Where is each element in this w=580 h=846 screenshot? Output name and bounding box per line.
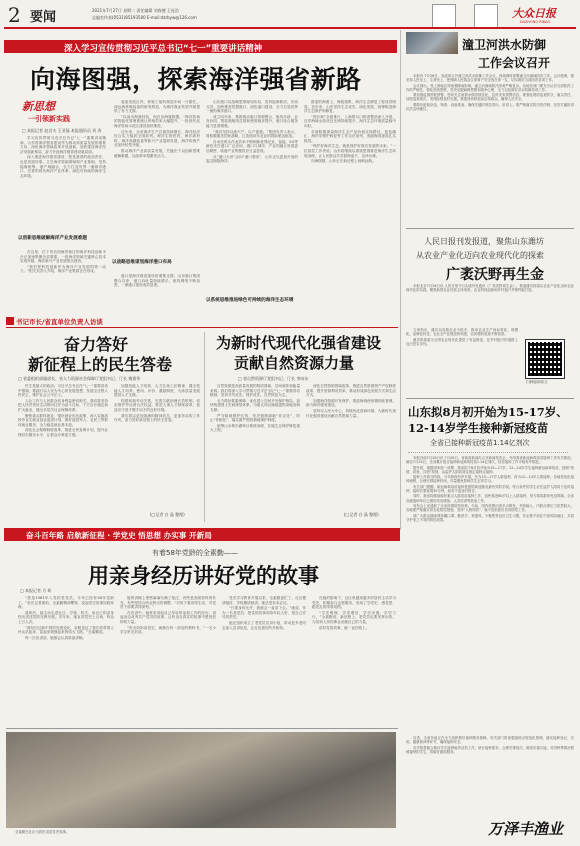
lead-subhead-3: 以系统思维推进绿色可持续的海洋生态环境 (206, 298, 294, 303)
bottom-photo (6, 732, 396, 828)
lead-col-2b: 港口是海洋强省建设的重要支撑。山东港口集团整合以来，港口吞吐量持续增长，航线网络不断加密，一流港口建设成效显著。 (114, 274, 200, 288)
bottom-col-3: 党史学习教育开展以来，全素勤更忙了。社区邀请她讲，学校邀请她讲，她总是有求必应。 “只要身体允许，我就会一直讲下去。”她说，作为一名老党员，把党的故事讲给年轻人听，是自己应尽的责任。 她还组织成立了老党员宣讲小组，带动更多老同志加入宣讲队伍，让红色基因代代相传。 (222, 596, 306, 630)
bottom-col-4: 在她的影响下，社区里越来越多的居民主动学习党史，积极参与志愿服务，形成了学党史、感党恩、跟党走的浓厚氛围。 “学史明理、学史增信、学史崇德、学史力行。”全素勤说，新征程上，老党员也要发挥余热，为党和人民的事业贡献自己的力量。 讲好党的故事，她一直在路上。 (312, 596, 396, 630)
right-column-signoff: (□记者 白 晶 整理) (344, 512, 379, 517)
page-number: 2 (8, 3, 21, 27)
qr-caption: 扫码阅读原文 (526, 380, 548, 384)
sidebar-story-2b: 文章指出，潍坊以设施农业为抓手，推动农业生产向标准化、规模化、品牌化转变，农业全产业链加快构建，农民增收渠道不断拓宽。 潍坊的探索为全国农业现代化提供了有益借鉴，在乡村振兴的道路上迈出坚实步伐。 (406, 328, 518, 346)
bottom-banner-text: 奋斗百年路 启航新征程 · 学党史 悟思想 办实事 开新局 (26, 531, 212, 540)
sidebar-rule-1 (406, 228, 574, 229)
lead-subhead-2: 以战略思维谋划海洋港口布局 (112, 260, 172, 265)
column-rule (6, 327, 398, 328)
sidebar-story-2: 本报北京7月26日讯 人民日报今日头版刊发通讯《广袤沃野再生金》，报道潍坊探索从农业产业化迈向农业现代化的实践，聚焦新型农业经营主体培育、农业科技创新和乡村振兴齐鲁样板打造。 (406, 284, 574, 293)
lead-col-2: 装备发展区内，养殖工船的制造车间一片繁忙。深远海养殖装备的研发制造，为海洋渔业转型升级提供了有力支撑。 “以前出海靠经验，现在出海靠数据。”海洋牧场的智能化管理系统让养殖效率大幅提升，一批现代化海洋牧场示范区建设加快推进。 近年来，全省海洋生产总值持续增长，海洋经济综合实力稳居全国前列。海洋生物医药、海洋新材料、海洋高端装备等新兴产业蓬勃发展，海洋传统产业加快转型升级。 推动海洋产业高质量发展，关键在于以创新思维破解难题，以改革举措激发活力。 (114, 100, 200, 158)
bottom-col-2: 她的讲稿上密密麻麻写满了批注，有些是查阅资料的补充，有些是结合听众特点的调整。“对孩子要讲得生动，对党员干部要讲得深刻。” 在宣讲中，她常常讲起自己年轻时参加工作的经历，讲起身边优秀共产党员的故事，让听众在真实的故事中感受信仰的力量。 “听全奶奶讲党史，就像在听一部活的教科书。”一名小学生听完后说。 (120, 596, 216, 635)
sidebar-story-1: 本报讯 7月26日，省政府召开潼卫河洪水防御工作会议，视频调度部署潼卫河流域防汛工作。会议强调，要坚持人民至上、生命至上，把保障人民群众生命财产安全放在第一位，切实做好当前防汛各项工作。 会议指出，受上游地区持续强降雨影响，潼卫河流域防汛形势严峻复杂。各地各部门要充分认识当前防汛工作的严峻性，强化底线思维，坚决克服麻痹思想和侥幸心理，全力以赴做好洪水防御各项工作。 要加强监测预报预警，密切关注雨情水情汛情变化，及时发布预警信息。要强化堤防巡查防守，落实责任，加密巡查频次，发现险情及时处置。要提前转移危险区域群众，确保人员安全。 要做好抢险队伍、物资、设备准备，确保关键时刻拉得出、用得上。要严格落实防汛责任制，坚决打赢防汛抗洪这场硬仗。 (406, 74, 574, 112)
sidebar-deck-2: 从农业产业化迈向农业现代化的探索 (416, 251, 544, 260)
sidebar-story-3: 本报济南7月26日讯 7月26日，省政府新闻办召开新闻发布会，介绍我省新冠病毒疫苗接种工作有关情况。截至7月25日，全省累计报告接种新冠病毒疫苗1.14亿剂次，疫苗接种工作平稳有序推进。 据介绍，根据国家统一部署，我省拟于8月初开始为15—17岁、12—14岁学生接种新冠病毒疫苗，按照“知情、同意、自愿”原则，由监护人陪同前往指定接种点接种。 接种工作将分阶段、分年龄段有序开展，先为15—17岁人群接种，再为12—14岁人群接种。各地将优化接种流程，合理安排接种时间，尽量避免影响学生正常学习。 有关部门提醒，新冠病毒疫苗接种是预防新冠肺炎最有效的手段。符合条件的学生应在监护人陪同下及时接种，接种后要留观30分钟，如有不适及时报告。 同时，我省将继续做好重点人群疫苗接种工作，加快推进60岁以上人群接种，努力构筑群体免疫屏障。全省各级接种单位已做好疫苗储备、人员培训等准备工作。 发布会上还通报了全省疫情防控形势。当前，国内疫情出现多点散发，外防输入、内防反弹压力依然较大。各地要严格落实常态化防控措施，坚持“人物同防”，毫不放松抓好各项防控工作。 请广大群众继续保持戴口罩、勤洗手、常通风、少聚集等良好卫生习惯，非必要不前往中高风险地区，共同守护来之不易的防控成果。 (406, 456, 574, 522)
masthead-logo: 大众日报 (512, 7, 556, 20)
sidebar-story-4: 另悉，全省各地正在全力组织做好接种服务保障。有关部门将加强接种点规范化管理，落实接种登记、告知、健康询问等环节，确保接种安全。 各学校将配合做好学生接种组织动员工作，统计接种需求，合理安排批次，做到应接尽接。对因特殊情况暂缓接种的学生，将做好跟踪服务。 (406, 736, 574, 754)
lead-col-4: 蔚蓝的海面上，海鸥翔集，海洋生态修复工程成效明显。近年来，山东坚持生态优先、绿色发展，统筹推进海洋生态保护和修复。 “湾长制”全面推行，入海排污口排查整治深入开展，近岸海域水质优良比例持续提升，海洋生态环境质量稳中向好。 各地积极探索海洋生态产品价值实现路径，蓝色碳汇、海岸带保护修复等工作走在前列，美丽海湾建设扎实推进。 “保护好海洋生态，就是保护好我们发展的未来。”一位基层工作者说。山东将继续以系统思维推进海洋生态环境治理，让人民群众共享碧海蓝天、洁净沙滩。 向海图强，山东正在新征程上扬帆远航。 (304, 100, 396, 164)
aside-line-1: 新思想 (22, 100, 55, 113)
left-column-signoff: (□记者 白 晶 整理) (150, 512, 185, 517)
bottom-deck: 有着58年党龄的全素勤—— (152, 549, 238, 557)
bottom-byline: □ 本报记者 方 昕 (20, 588, 52, 593)
section-title: 要闻 (30, 10, 57, 25)
sidebar-title-2: 广袤沃野再生金 (446, 267, 544, 283)
sidebar-title-3b: 12-14岁学生接种新冠疫苗 (408, 421, 549, 435)
aside-line-2: 一引领新实践 (28, 114, 70, 123)
sidebar-title-1b: 工作会议召开 (478, 56, 551, 70)
bottom-rule (6, 728, 398, 729)
left-column-text-a: 民生是最大的政治。习近平总书记在“七一”重要讲话中强调，要践行以人民为中心的发展思想，发展全过程人民民主，维护社会公平正义。 人社工作与人民群众切身利益密切相关。我们将坚持把人民对美好生活的向往作为奋斗目标，千方百计稳定和扩大就业，健全多层次社会保障体系。 聚焦重点群体就业，强化就业优先政策，深入实施高校毕业生就业创业促进计划，做好退役军人、农民工等群体就业服务，全力稳住就业基本盘。 深化社会保障制度改革，推进全民参保计划，提升社保经办服务水平，让群众办事更方便。 (18, 384, 108, 437)
sidebar-sub-3: 全省已接种新冠疫苗1.14亿剂次 (430, 439, 530, 447)
lead-col-1: 学习宣传贯彻习近平总书记“七一”重要讲话精神，山东将海洋强省建设作为推动高质量发展的重要方向，深化海洋领域改革开放创新，加快建设海洋经济发展新格局，奋力开创海洋强省建设新局面。 深入推进海洋强省建设，既是我省的政治责任，也是发展所需。立足海洋资源禀赋和产业基础，坚持陆海统筹、港产城融合，全力打造世界一流海洋港口、完善的现代海洋产业体系、绿色可持续的海洋生态环境。 (20, 136, 106, 178)
sidebar-title-1a: 潼卫河洪水防御 (462, 38, 547, 52)
header-rule (4, 27, 576, 29)
lead-byline: □ 本报记者 赵君夫 王亚磊 本报通讯员 刘 涛 (22, 128, 102, 133)
left-column-title-2: 新征程上的民生答卷 (28, 355, 173, 374)
sidebar-title-3a: 山东拟8月初开始为15-17岁、 (408, 405, 568, 419)
lead-subhead-1: 以创新思维破解海洋产业发展难题 (18, 236, 87, 241)
header-info-1: 2021年7月27日 星期二 责任编辑 刘春德 王连浩 (92, 8, 179, 13)
lead-col-1b: 在这里，位于青岛西海岸新区的海洋科技创新平台正加速集聚各类要素，一批海洋领域关键核心技术实现突破，海洋新兴产业发展势头强劲。 “我们把科技创新作为海洋产业发展的第一动力。”相关负责人介绍，海洋产业集群正在形成。 (20, 250, 106, 274)
lead-aside-graphic (22, 98, 80, 124)
bottom-col-1: “我是1963年入党的老党员，今年已经有58年党龄了。”坐在记者面前，全素勤精神矍铄，说起党史故事如数家珍。 退休后，她主动走进社区、学校、机关，用自己的亲身经历讲述党的光辉历程。多年来，她宣讲党史上百场，听众上万人次。 “我经历过新中国的发展变化，亲眼见证了我们党带领人民从站起来、富起来到强起来的伟大飞跃。”全素勤说。 每一次宣讲前，她都会认真准备讲稿。 (18, 596, 114, 640)
column-tag-box (6, 317, 14, 325)
lead-col-3: 山东港口以战略思维谋划布局，坚持陆海联动、东西互济，加快推进智慧港口、绿色港口建设，全力打造世界一流的海洋港口。 成立四年来，集团推动港口资源整合、航线开辟、业务协同，集装箱航线总数和密度稳步提升，港口综合服务能力显著增强。 “我们坚持以港兴产、以产促港。”集团负责人表示，将积极服务国家战略，打造面向东北亚的国际航运枢纽。 自动化码头作业效率不断刷新世界纪录，氢能、5G等新技术在港口广泛应用，港口与城市、产业的融合发展更加紧密，临港产业集聚效应日益显现。 从“港口大省”迈向“港口强省”，山东正以更加开放的姿态拥抱海洋。 (206, 100, 298, 164)
sidebar-qr-code[interactable] (526, 340, 564, 378)
right-column-title-2: 贡献自然资源力量 (234, 354, 355, 372)
header-info-2: 总编室传真(0531)85193500 E-mail:dzrbyw@126.com (92, 15, 197, 20)
right-column-text-b: 深化自然资源领域改革，推进自然资源资产产权制度改革，提升资源利用效率，推动形成绿色发展方式和生活方式。 加强海洋资源开发保护，推进海域使用精细化管理，助力海洋强省建设。 坚持以人民为中心，持续优化营商环境，为新时代现代化强省建设贡献自然资源力量。 (306, 384, 396, 418)
wechat-qr-icon[interactable] (474, 4, 498, 28)
sidebar-photo-1 (406, 32, 458, 54)
sidebar-rule-2 (406, 398, 574, 399)
right-column-title-1: 为新时代现代化强省建设 (216, 334, 382, 352)
bottom-photo-caption: 全素勤在社区为居民讲述党史故事。 (15, 830, 70, 834)
sidebar-byline-3 (408, 448, 568, 453)
column-divider (204, 332, 205, 522)
lead-col-divider (400, 30, 401, 530)
left-column-title-1: 奋力答好 (64, 335, 129, 354)
lead-banner-text: 深入学习宣传贯彻习近平总书记“七一”重要讲话精神 (64, 44, 263, 54)
left-column-byline: □ 省委组织部副部长、省人力资源社会保障厅党组书记、厅长 梅建华 (18, 376, 141, 381)
right-column-byline: □ 省自然资源厅党组书记、厅长 李向东 (238, 376, 309, 381)
left-column-text-b: 加强技能人才培养，大力弘扬工匠精神，健全技能人才培养、使用、评价、激励制度，为高质量发展提供人才支撑。 构建和谐劳动关系，完善欠薪治理长效机制，切实维护劳动者合法权益。推进人事人才制度改革，营造识才爱才敬才用才的良好环境。 我们将以更加饱满的精神状态、更加务实的工作作风，奋力答好新征程上的民生答卷。 (114, 384, 200, 423)
right-column-text-a: 自然资源是高质量发展的物质基础、空间载体和能量来源。我们将深入学习贯彻习近平总书记“七一”重要讲话精神，坚持节约优先、保护优先、自然恢复为主。 全力做好要素保障，优化国土空间开发保护格局，加快构建国土空间规划体系，为重大项目落地提供用地用海支撑。 严守耕地保护红线，坚决遏制耕地“非农化”、防止“非粮化”，落实最严格的耕地保护制度。 统筹山水林田湖草沙系统治理，实施生态保护修复重大工程。 (210, 384, 300, 433)
bottom-title: 用亲身经历讲好党的故事 (88, 563, 319, 588)
masthead-sub: DAZHONG RIBAO (520, 20, 551, 24)
sidebar-deck-1: 人民日报刊发报道，聚焦山东潍坊 (424, 237, 544, 246)
lead-title: 向海图强，探索海洋强省新路 (30, 65, 362, 94)
app-qr-icon[interactable] (432, 4, 456, 28)
column-tag: 书记市长/省直单位负责人访谈 (16, 318, 103, 326)
footer-logo: 万泽丰渔业 (488, 820, 564, 838)
